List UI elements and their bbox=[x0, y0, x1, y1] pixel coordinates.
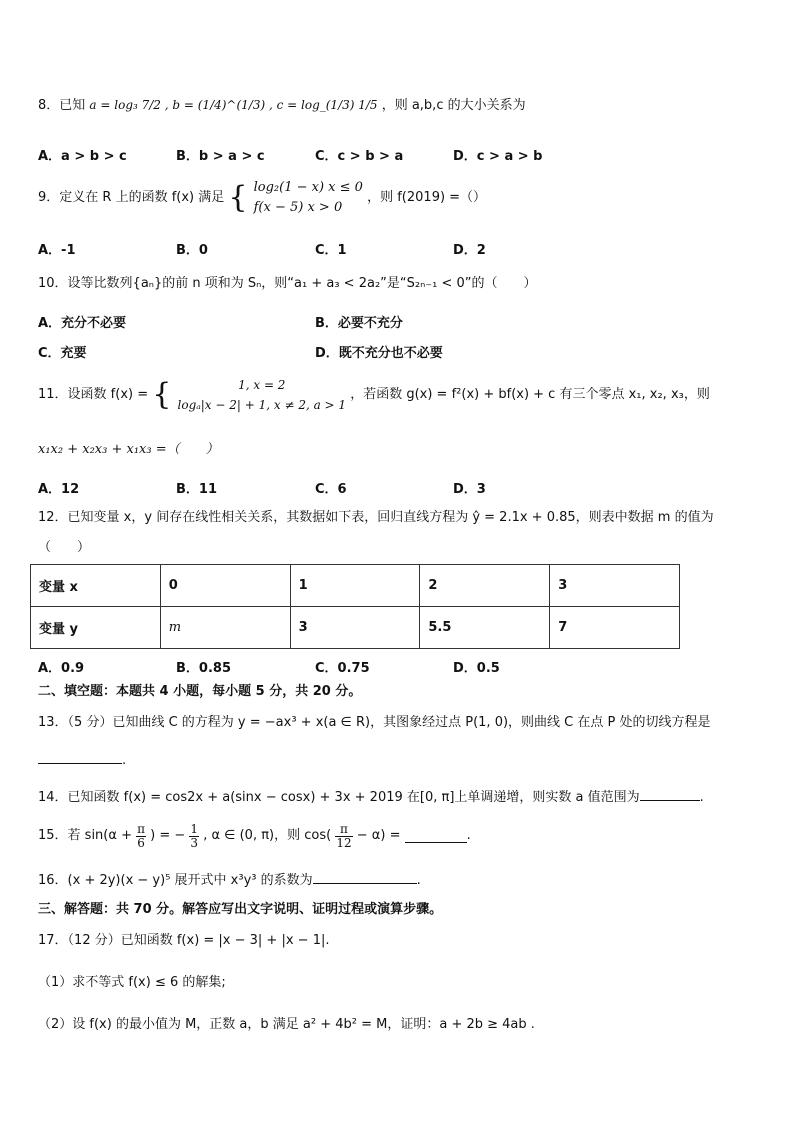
question-9-stem bbox=[38, 178, 486, 218]
table-row bbox=[31, 607, 680, 649]
q12-data-table bbox=[30, 564, 680, 649]
fraction-numerator: π bbox=[335, 823, 352, 837]
question-8-stem bbox=[38, 96, 526, 115]
table-cell: m bbox=[160, 607, 290, 649]
fraction-denominator: 3 bbox=[190, 835, 199, 850]
fraction-denominator: 6 bbox=[137, 835, 145, 850]
q9-case-1: log₂(1 − x) x ≤ 0 bbox=[253, 180, 363, 195]
q15-end: . bbox=[466, 828, 471, 843]
question-16-stem bbox=[38, 871, 421, 890]
q15-fraction-1 bbox=[136, 823, 146, 850]
q11-option-c: C．6 bbox=[315, 482, 347, 497]
q9-option-d: D．2 bbox=[453, 243, 486, 258]
q9-option-a: A．-1 bbox=[38, 243, 76, 258]
q15-fraction-2 bbox=[189, 823, 199, 850]
table-cell: 7 bbox=[550, 607, 680, 649]
q11-option-b: B．11 bbox=[176, 482, 217, 497]
question-10-stem: 10．设等比数列{aₙ}的前 n 项和为 Sₙ，则“a₁ + a₃ < 2a₂”是“S₂ₙ₋₁ < 0”的（ ） bbox=[38, 276, 537, 291]
question-12-stem: 12．已知变量 x，y 间存在线性相关关系，其数据如下表，回归直线方程为 ŷ = 2.1x + 0.85，则表中数据 m 的值为 bbox=[38, 510, 714, 525]
q8-option-d: D．c > a > b bbox=[453, 149, 543, 164]
q8-option-b: B．b > a > c bbox=[176, 149, 265, 164]
q12-option-a: A．0.9 bbox=[38, 661, 85, 676]
table-cell: 3 bbox=[290, 607, 420, 649]
question-11-stem bbox=[38, 375, 710, 415]
q11-cases bbox=[178, 375, 347, 415]
q12-option-b: B．0.85 bbox=[176, 661, 231, 676]
q11-case-2: logₐ|x − 2| + 1, x ≠ 2, a > 1 bbox=[177, 398, 347, 412]
q9-cases bbox=[254, 178, 363, 218]
q8-option-a: A．a > b > c bbox=[38, 149, 127, 164]
q10-option-d: D．既不充分也不必要 bbox=[315, 346, 443, 361]
table-cell: 3 bbox=[550, 565, 680, 607]
q9-brace: { bbox=[228, 180, 248, 215]
answer-blank[interactable] bbox=[313, 871, 417, 884]
q9-case-2: f(x − 5) x > 0 bbox=[253, 200, 343, 215]
q11-prefix: 11．设函数 f(x) = bbox=[38, 387, 149, 402]
section-3-heading: 三、解答题：共 70 分。解答应写出文字说明、证明过程或演算步骤。 bbox=[38, 902, 443, 917]
fraction-numerator: π bbox=[137, 821, 145, 836]
q14-text: 14．已知函数 f(x) = cos2x + a(sinx − cosx) + 3x + 2019 在[0, π]上单调递增，则实数 a 值范围为 bbox=[38, 790, 640, 805]
answer-blank[interactable] bbox=[640, 788, 700, 801]
q15-mid-2: , α ∈ (0, π)，则 cos( bbox=[203, 828, 332, 843]
q8-suffix: ，则 a,b,c 的大小关系为 bbox=[381, 98, 526, 113]
q11-option-d: D．3 bbox=[453, 482, 486, 497]
q11-suffix: ，若函数 g(x) = f²(x) + bf(x) + c 有三个零点 x₁, x₂, x₃，则 bbox=[350, 387, 710, 402]
question-14-stem bbox=[38, 788, 704, 807]
question-15-stem bbox=[38, 822, 471, 851]
q8-math: a = log₃ 7/2 , b = (1/4)^(1/3) , c = log_(1/3) 1/5 bbox=[89, 98, 378, 112]
q13-end: . bbox=[122, 753, 127, 768]
q11-brace: { bbox=[152, 377, 172, 412]
q16-text: 16．(x + 2y)(x − y)⁵ 展开式中 x³y³ 的系数为 bbox=[38, 873, 313, 888]
q8-prefix: 8．已知 bbox=[38, 98, 86, 113]
q10-option-c: C．充要 bbox=[38, 346, 87, 361]
q12-option-c: C．0.75 bbox=[315, 661, 370, 676]
q11-option-a: A．12 bbox=[38, 482, 80, 497]
q13-answer-line bbox=[38, 751, 126, 770]
q17-part-2: （2）设 f(x) 的最小值为 M，正数 a，b 满足 a² + 4b² = M，证明：a + 2b ≥ 4ab . bbox=[38, 1017, 535, 1032]
q9-prefix: 9．定义在 R 上的函数 f(x) 满足 bbox=[38, 190, 225, 205]
question-17-stem: 17．（12 分）已知函数 f(x) = |x − 3| + |x − 1|. bbox=[38, 933, 330, 948]
q11-case-1: 1, x = 2 bbox=[238, 378, 286, 392]
fraction-numerator: 1 bbox=[190, 821, 199, 836]
q15-fraction-3 bbox=[335, 823, 352, 850]
q14-end: . bbox=[699, 790, 704, 805]
answer-blank[interactable] bbox=[405, 830, 467, 843]
q11-line-2: x₁x₂ + x₂x₃ + x₁x₃ =（ ） bbox=[38, 442, 219, 457]
q12-line-2: （ ） bbox=[38, 540, 91, 555]
q9-suffix: ，则 f(2019) =（） bbox=[367, 190, 487, 205]
question-13-stem: 13．（5 分）已知曲线 C 的方程为 y = −ax³ + x(a ∈ R)，其图象经过点 P(1, 0)，则曲线 C 在点 P 处的切线方程是 bbox=[38, 715, 711, 730]
q15-mid: ) = − bbox=[150, 828, 186, 843]
q8-option-c: C．c > b > a bbox=[315, 149, 404, 164]
q9-option-b: B．0 bbox=[176, 243, 208, 258]
table-cell: 0 bbox=[160, 565, 290, 607]
q17-part-1: （1）求不等式 f(x) ≤ 6 的解集; bbox=[38, 975, 226, 990]
q16-end: . bbox=[416, 873, 421, 888]
table-cell: 变量 y bbox=[31, 607, 161, 649]
section-2-heading: 二、填空题：本题共 4 小题，每小题 5 分，共 20 分。 bbox=[38, 684, 362, 699]
q12-option-d: D．0.5 bbox=[453, 661, 500, 676]
q10-option-b: B．必要不充分 bbox=[315, 316, 403, 331]
table-cell: 5.5 bbox=[420, 607, 550, 649]
table-row bbox=[31, 565, 680, 607]
q15-post: − α) = bbox=[356, 828, 401, 843]
q15-pre: 15．若 sin(α + bbox=[38, 828, 132, 843]
q9-option-c: C．1 bbox=[315, 243, 347, 258]
table-cell: 2 bbox=[420, 565, 550, 607]
answer-blank[interactable] bbox=[38, 751, 122, 764]
fraction-denominator: 12 bbox=[336, 835, 352, 850]
table-cell: 变量 x bbox=[31, 565, 161, 607]
table-cell: 1 bbox=[290, 565, 420, 607]
q10-option-a: A．充分不必要 bbox=[38, 316, 127, 331]
